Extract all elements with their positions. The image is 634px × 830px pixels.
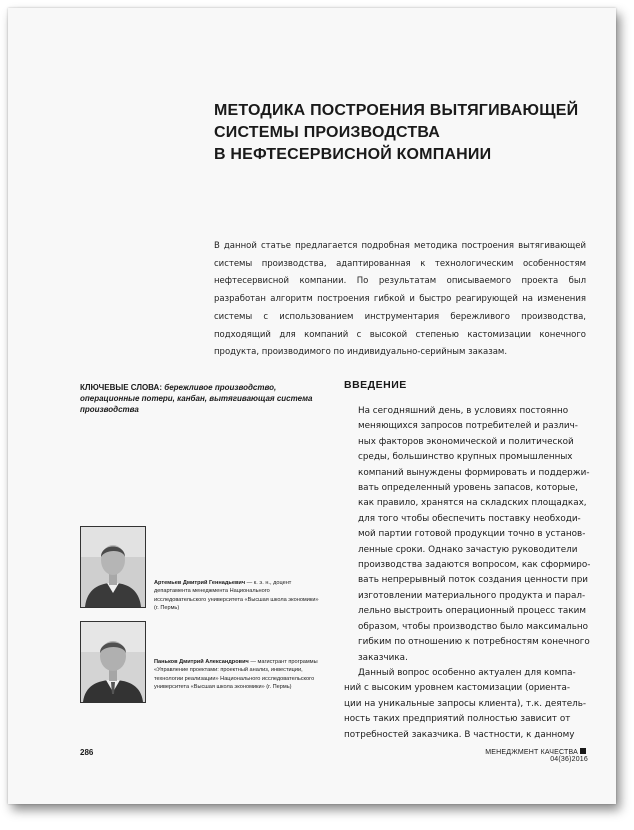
text-line: мой партии готовой продукции точно в установ- [358,529,586,540]
page-number: 286 [80,748,94,757]
text-line: заказчика. [358,652,408,663]
text-line: изготовлении материального продукта и парал- [358,590,586,601]
intro-paragraph-2 [344,666,589,743]
intro-paragraph-1 [344,404,589,666]
text-line: для того чтобы обеспечить поставку необходи- [358,513,581,524]
author-photo-1 [80,526,146,608]
section-heading-introduction: ВВЕДЕНИЕ [344,379,407,391]
text-line: Данный вопрос особенно актуален для компа- [358,667,576,678]
keywords [80,382,320,415]
author-description: — к. э. н., доцент департамента менеджмента Национального исследовательского университета «Высшая школа экономики» (г. Пермь) [154,580,319,612]
text-line: На сегодняшний день, в условиях постоянно [358,406,569,416]
text-line: производства задаются вопросом, как сформиро- [358,560,591,571]
author-bio-1 [154,579,322,613]
keywords-label: КЛЮЧЕВЫЕ СЛОВА: [80,383,162,392]
keywords-text: бережливое производство, операционные потери, канбан, вытягивающая система производства [80,383,313,414]
author-name: Паньков Дмитрий Александрович [154,659,249,665]
text-line: гибким по отношению к потребностям конечного [358,637,590,648]
text-line: потребностей заказчика. В частности, к данному [344,729,575,740]
title-line: МЕТОДИКА ПОСТРОЕНИЯ ВЫТЯГИВАЮЩЕЙ [214,102,579,119]
text-line: ность таких предприятий полностью зависит от [344,714,571,725]
text-line: меняющихся запросов потребителей и различ- [358,421,578,432]
text-line: лельно выстроить операционный процесс таким [358,606,586,617]
text-line: образом, чтобы производство было максимально [358,621,589,632]
text-line: как правило, хранятся на складских площадках, [358,498,587,509]
author-bio-2 [154,658,322,692]
text-line: ных факторов экономической и политической [358,436,574,447]
article-title [214,100,594,166]
journal-issue: 04(36)2016 [550,756,588,763]
journal-name: МЕНЕДЖМЕНТ КАЧЕСТВА [485,749,578,756]
square-separator-icon [580,748,586,754]
text-line: вать непрерывный поток создания ценности при [358,575,589,586]
text-line: ленные сроки. Однако зачастую руководители [358,544,578,555]
title-line: СИСТЕМЫ ПРОИЗВОДСТВА [214,124,441,141]
article-abstract: В данной статье предлагается подробная методика построения вытягивающей системы производства, адаптированная к технологическим особенностям нефтесервисной компании. По результатам описываемого проекта был разработан алгоритм построения гибкой и быстро реагирующей на изменения системы с использованием инструментария бережливого производства, подходящий для компаний с высокой степенью кастомизации конечного продукта, производимого по индивидуально-серийным заказам. [214,241,586,358]
text-line: компаний вынуждены формировать и поддержи- [358,467,590,478]
author-description: — магистрант программы «Управление проектами: проектный анализ, инвестиции, технологии реализации» Национального исследовательского университета «Высшая школа экономики» (г. Пермь) [154,659,318,691]
journal-page [8,8,616,804]
text-line: ний с высоким уровнем кастомизации (ориента- [344,683,571,694]
title-line: В НЕФТЕСЕРВИСНОЙ КОМПАНИИ [214,146,492,163]
text-line: вать определенный уровень запасов, которые, [358,483,578,494]
author-name: Артемьев Дмитрий Геннадьевич [154,580,246,586]
text-line: среды, большинство крупных промышленных [358,452,573,463]
introduction-body [344,404,589,743]
text-line: ции на уникальные запросы клиента), т.к. деятель- [344,698,587,709]
author-photo-2 [80,621,146,703]
journal-footer [454,748,588,763]
